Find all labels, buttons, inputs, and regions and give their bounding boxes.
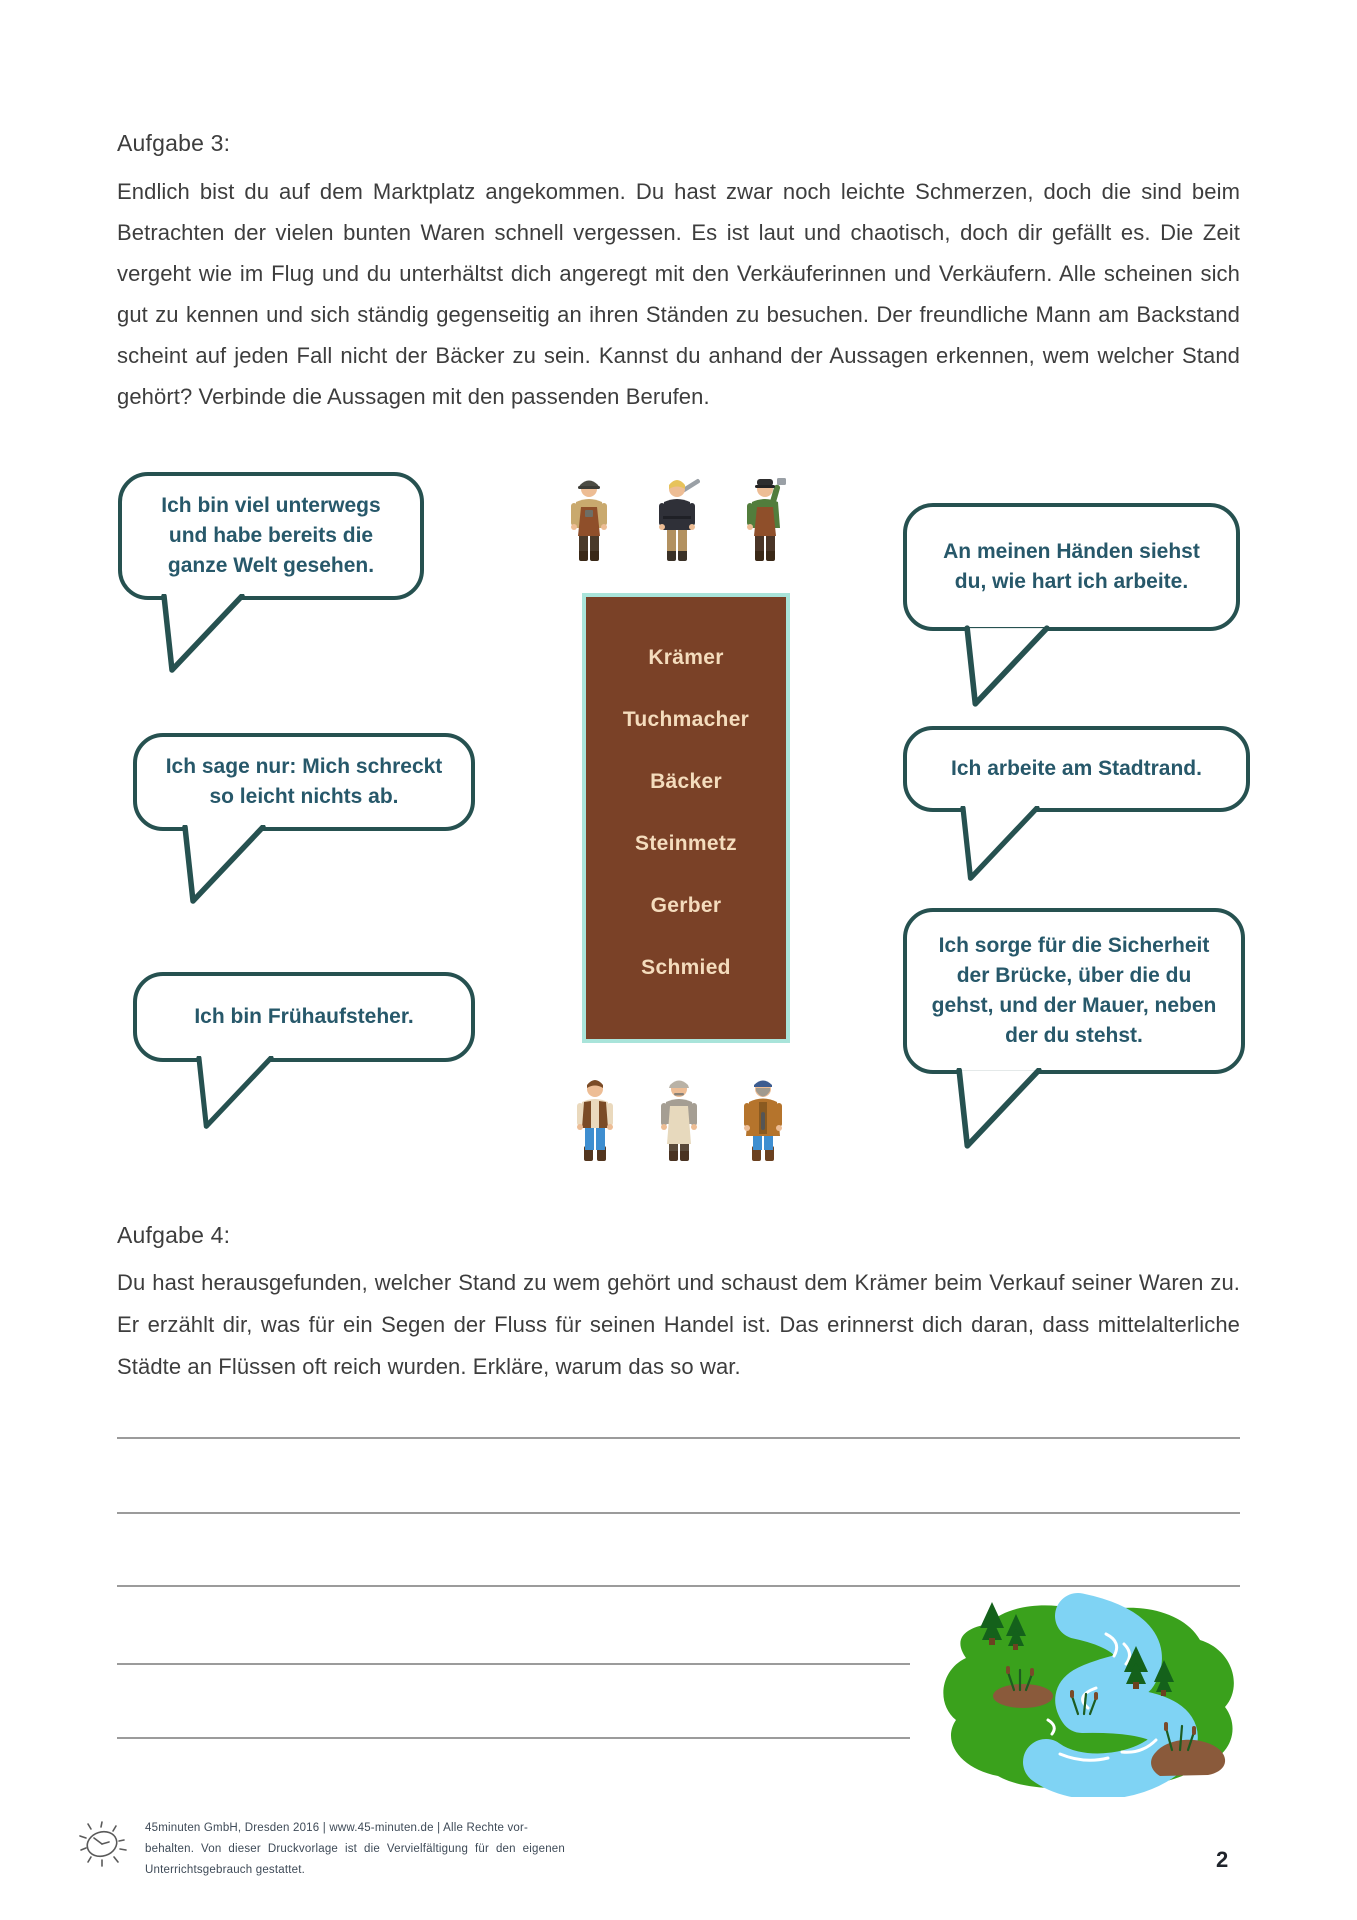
speech-bubble-tail xyxy=(193,1056,277,1130)
profession-steinmetz: Steinmetz xyxy=(635,832,737,855)
speech-bubble-tail xyxy=(179,825,269,905)
profession-list-box xyxy=(582,593,790,1043)
figure-bearded-man-coat xyxy=(740,1072,786,1164)
footer-copyright xyxy=(145,1818,565,1881)
figure-craftsman-green-shirt xyxy=(742,472,788,564)
speech-bubble-tail xyxy=(953,1068,1045,1150)
figures-top-row xyxy=(566,472,788,566)
speech-bubble-text: Ich sorge für die Sicherheit der Brücke, über die du gehst, und der Mauer, neben der du stehst. xyxy=(903,908,1245,1074)
profession-baecker: Bäcker xyxy=(650,770,722,793)
task4-paragraph: Du hast herausgefunden, welcher Stand zu wem gehört und schaust dem Krämer beim Verkauf seiner Waren zu. Er erzählt dir, was für ein Segen der Fluss für seinen Handel ist. Das erinnerst dich daran, dass mittelalterliche Städte an Flüssen oft reich wurden. Erkläre, warum das so war. xyxy=(117,1270,1240,1379)
speech-bubble-text: Ich sage nur: Mich schreckt so leicht nichts ab. xyxy=(133,733,475,831)
footer-line-3: Unterrichtsgebrauch gestattet. xyxy=(145,1864,306,1876)
profession-kraemer: Krämer xyxy=(648,646,724,669)
speech-bubble-traveler xyxy=(118,472,424,600)
figure-blond-man-tool xyxy=(654,472,700,564)
speech-bubble-text: Ich bin Frühaufsteher. xyxy=(133,972,475,1062)
speech-bubble-early-riser xyxy=(133,972,475,1062)
speech-bubble-text: An meinen Händen siehst du, wie hart ich arbeite. xyxy=(903,503,1240,631)
footer-line-1: 45minuten GmbH, Dresden 2016 | www.45-minuten.de | Alle Rechte vor- xyxy=(145,1822,529,1834)
figure-man-brown-vest xyxy=(572,1072,618,1164)
sun-clock-logo-icon xyxy=(74,1814,132,1872)
speech-bubble-hard-hands xyxy=(903,503,1240,631)
figure-man-work-apron xyxy=(656,1072,702,1164)
footer-line-2: behalten. Von dieser Druckvorlage ist die Vervielfältigung für den eigenen xyxy=(145,1843,565,1855)
speech-bubble-tail xyxy=(961,625,1053,709)
river-illustration xyxy=(928,1592,1248,1797)
speech-bubble-fearless xyxy=(133,733,475,831)
speech-bubble-tail xyxy=(158,594,248,674)
speech-bubble-tail xyxy=(955,806,1045,882)
answer-line-3 xyxy=(117,1585,1240,1587)
profession-gerber: Gerber xyxy=(650,894,722,917)
task3-paragraph: Endlich bist du auf dem Marktplatz angekommen. Du hast zwar noch leichte Schmerzen, doch die sind beim Betrachten der vielen bunten Waren schnell vergessen. Es ist laut und chaotisch, doch dir gefällt es. Die Zeit vergeht wie im Flug und du unterhältst dich angeregt mit den Verkäuferinnen und Verkäufern. Alle scheinen sich gut zu kennen und sich ständig gegenseitig an ihren Ständen zu besuchen. Der freundliche Mann am Backstand scheint auf jeden Fall nicht der Bäcker zu sein. Kannst du anhand der Aussagen erkennen, wem welcher Stand gehört? Verbinde die Aussagen mit den passenden Berufen. xyxy=(117,179,1240,409)
task4-heading: Aufgabe 4: xyxy=(117,1222,231,1248)
speech-bubble-text: Ich bin viel unterwegs und habe bereits die ganze Welt gesehen. xyxy=(118,472,424,600)
speech-bubble-text: Ich arbeite am Stadtrand. xyxy=(903,726,1250,812)
figure-craftsman-cap-apron xyxy=(566,472,612,564)
answer-line-2 xyxy=(117,1512,1240,1514)
speech-bubble-bridge-safety xyxy=(903,908,1245,1074)
task3-heading: Aufgabe 3: xyxy=(117,130,231,156)
figures-bottom-row xyxy=(572,1072,786,1166)
profession-schmied: Schmied xyxy=(641,956,731,979)
answer-line-4 xyxy=(117,1663,910,1665)
answer-line-1 xyxy=(117,1437,1240,1439)
page-number: 2 xyxy=(1216,1847,1229,1872)
speech-bubble-edge-of-town xyxy=(903,726,1250,812)
answer-line-5 xyxy=(117,1737,910,1739)
profession-tuchmacher: Tuchmacher xyxy=(622,708,750,731)
